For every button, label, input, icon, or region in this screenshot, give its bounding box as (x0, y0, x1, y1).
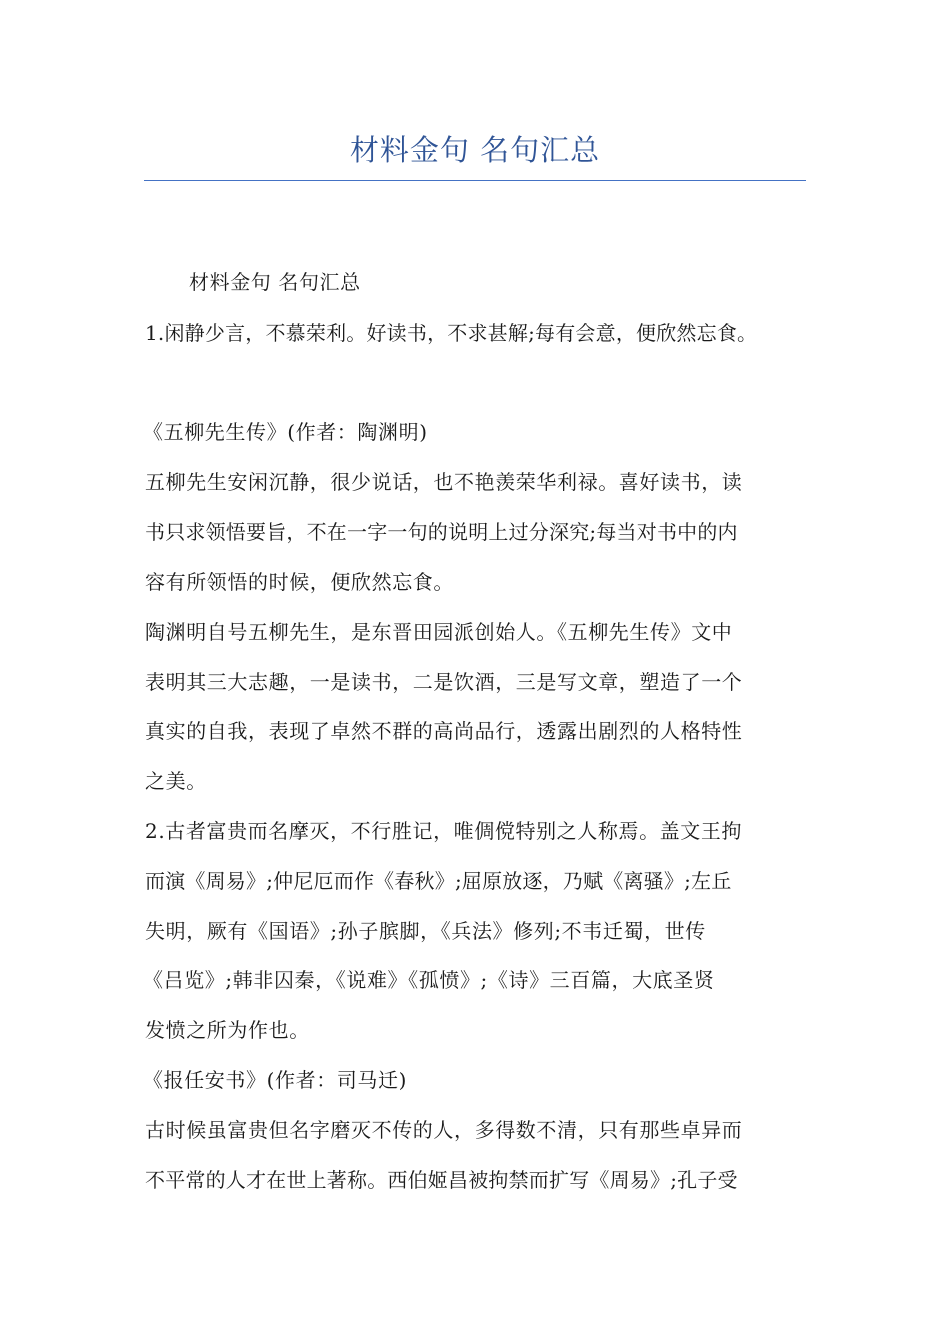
paragraph-line: 陶渊明自号五柳先生，是东晋田园派创始人。《五柳先生传》文中 (145, 620, 733, 644)
quote-1: 1.闲静少言，不慕荣利。好读书，不求甚解;每有会意，便欣然忘食。 (145, 321, 758, 345)
title-underline (144, 180, 806, 181)
paragraph-line: 而演《周易》;仲尼厄而作《春秋》;屈原放逐，乃赋《离骚》;左丘 (145, 869, 732, 893)
subheading: 材料金句 名句汇总 (189, 270, 361, 294)
paragraph-line: 真实的自我，表现了卓然不群的高尚品行，透露出剧烈的人格特性 (145, 719, 743, 743)
quote-2: 2.古者富贵而名摩灭，不行胜记，唯倜傥特别之人称焉。盖文王拘 (145, 819, 743, 843)
paragraph-line: 书只求领悟要旨，不在一字一句的说明上过分深究;每当对书中的内 (145, 520, 738, 544)
paragraph-line: 发愤之所为作也。 (145, 1018, 310, 1042)
paragraph-line: 不平常的人才在世上著称。西伯姬昌被拘禁而扩写《周易》;孔子受 (145, 1168, 738, 1192)
paragraph-line: 表明其三大志趣，一是读书，二是饮酒，三是写文章，塑造了一个 (145, 670, 743, 694)
source-1: 《五柳先生传》(作者：陶渊明) (143, 420, 428, 444)
paragraph-line: 五柳先生安闲沉静，很少说话，也不艳羡荣华利禄。喜好读书，读 (145, 470, 743, 494)
paragraph-line: 容有所领悟的时候，便欣然忘食。 (145, 570, 454, 594)
paragraph-line: 失明，厥有《国语》;孙子膑脚，《兵法》修列;不韦迁蜀，世传 (145, 919, 706, 943)
page-title: 材料金句 名句汇总 (349, 133, 601, 167)
paragraph-line: 《吕览》;韩非囚秦，《说难》《孤愤》;《诗》三百篇，大底圣贤 (143, 968, 715, 992)
paragraph-line: 古时候虽富贵但名字磨灭不传的人，多得数不清，只有那些卓异而 (145, 1118, 743, 1142)
paragraph-line: 之美。 (145, 769, 207, 793)
source-2: 《报任安书》(作者：司马迁) (143, 1068, 408, 1092)
